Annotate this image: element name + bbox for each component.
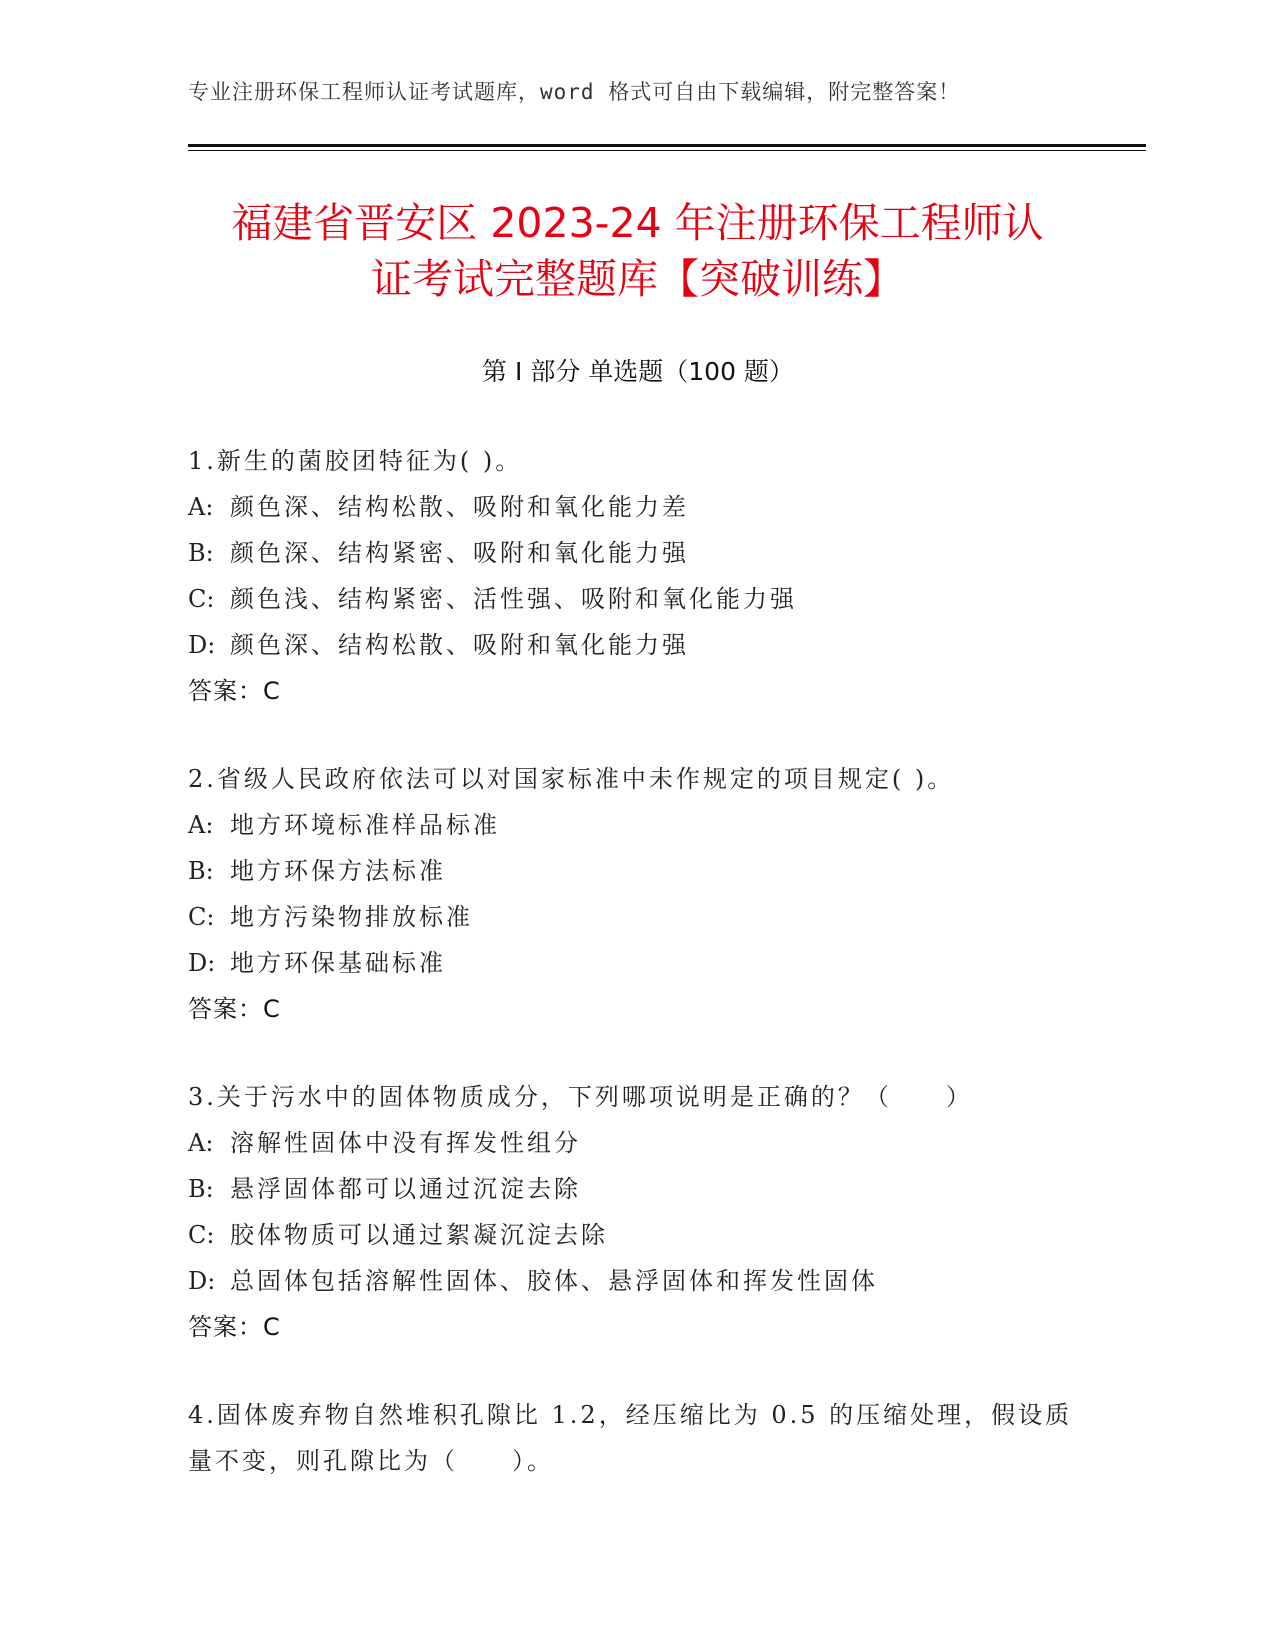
option-c [188, 1212, 1088, 1258]
option-key: B: [188, 857, 214, 885]
option-c [188, 576, 1088, 622]
option-d [188, 1258, 1088, 1304]
option-a [188, 802, 1088, 848]
question-stem: 2.省级人民政府依法可以对国家标准中未作规定的项目规定( )。 [188, 765, 955, 793]
option-text: 胶体物质可以通过絮凝沉淀去除 [230, 1221, 608, 1249]
document-title [150, 195, 1125, 307]
option-b [188, 530, 1088, 576]
option-d [188, 940, 1088, 986]
header-note: 专业注册环保工程师认证考试题库，word 格式可自由下载编辑，附完整答案！ [188, 80, 961, 104]
option-key: D: [188, 631, 216, 659]
question-stem: 3.关于污水中的固体物质成分，下列哪项说明是正确的？（ ） [188, 1083, 973, 1111]
option-a [188, 484, 1088, 530]
option-key: C: [188, 903, 215, 931]
answer-text: 答案：C [188, 677, 281, 705]
header-divider-thin [188, 150, 1146, 151]
option-c [188, 894, 1088, 940]
answer-text: 答案：C [188, 1313, 281, 1341]
document-title-line-1: 福建省晋安区 2023-24 年注册环保工程师认 [231, 199, 1044, 247]
option-text: 总固体包括溶解性固体、胶体、悬浮固体和挥发性固体 [230, 1267, 878, 1295]
option-text: 溶解性固体中没有挥发性组分 [230, 1129, 581, 1157]
question-stem: 4.固体废弃物自然堆积孔隙比 1.2，经压缩比为 0.5 的压缩处理，假设质量不变，则孔隙比为（ ）。 [188, 1401, 1073, 1475]
option-b [188, 848, 1088, 894]
question-3 [188, 1074, 1088, 1350]
option-a [188, 1120, 1088, 1166]
option-text: 颜色深、结构松散、吸附和氧化能力强 [230, 631, 689, 659]
option-key: D: [188, 1267, 216, 1295]
section-heading: 第 I 部分 单选题（100 题） [482, 357, 794, 386]
answer-text: 答案：C [188, 995, 281, 1023]
option-key: A: [188, 811, 214, 839]
option-text: 悬浮固体都可以通过沉淀去除 [230, 1175, 581, 1203]
question-2 [188, 756, 1088, 1032]
question-list [188, 438, 1088, 1526]
option-text: 地方环保基础标准 [230, 949, 446, 977]
option-key: B: [188, 1175, 214, 1203]
option-key: B: [188, 539, 214, 567]
option-d [188, 622, 1088, 668]
question-4 [188, 1392, 1088, 1484]
question-1 [188, 438, 1088, 714]
option-text: 颜色深、结构松散、吸附和氧化能力差 [230, 493, 689, 521]
option-key: D: [188, 949, 216, 977]
option-text: 地方环保方法标准 [230, 857, 446, 885]
option-b [188, 1166, 1088, 1212]
option-key: C: [188, 1221, 215, 1249]
option-text: 地方环境标准样品标准 [230, 811, 500, 839]
document-title-line-2: 证考试完整题库【突破训练】 [371, 255, 904, 303]
option-key: C: [188, 585, 215, 613]
option-text: 颜色深、结构紧密、吸附和氧化能力强 [230, 539, 689, 567]
option-key: A: [188, 493, 214, 521]
header-divider-thick [188, 144, 1146, 147]
option-text: 地方污染物排放标准 [230, 903, 473, 931]
option-key: A: [188, 1129, 214, 1157]
question-stem: 1.新生的菌胶团特征为( )。 [188, 447, 523, 475]
option-text: 颜色浅、结构紧密、活性强、吸附和氧化能力强 [230, 585, 797, 613]
